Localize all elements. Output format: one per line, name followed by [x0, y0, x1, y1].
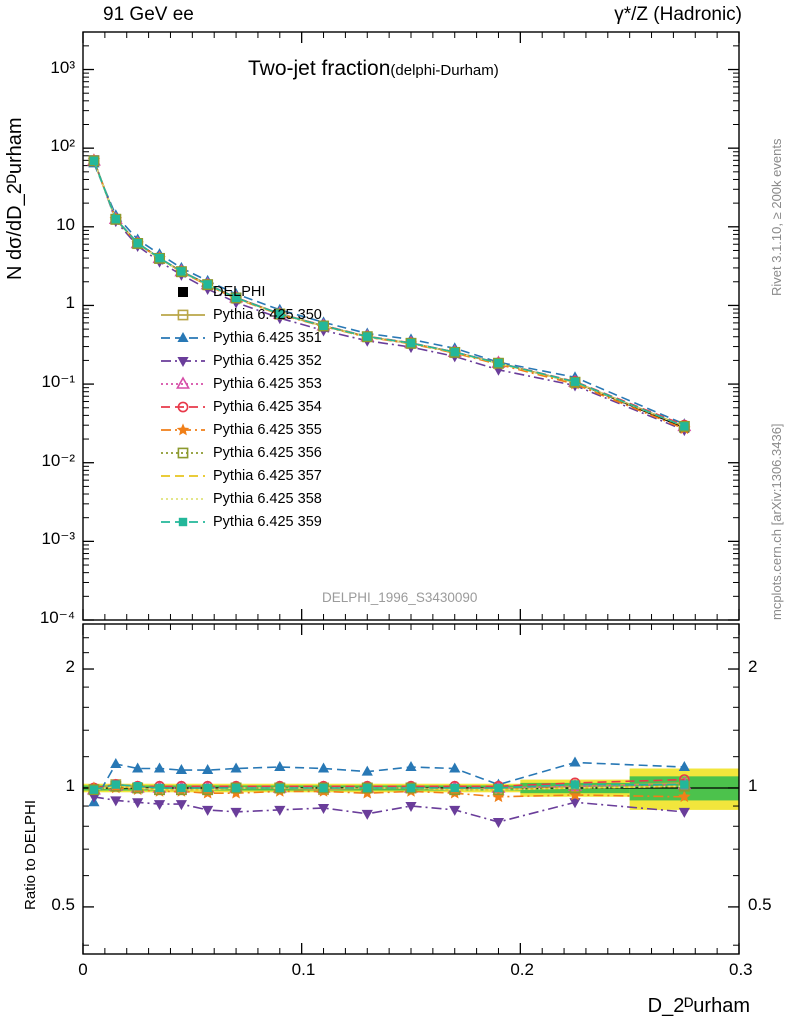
header-left: 91 GeV ee	[103, 4, 194, 25]
legend-swatch	[160, 374, 206, 394]
legend	[160, 280, 322, 533]
x-tick-label: 0	[78, 960, 88, 979]
ratio-y-tick-label: 1	[65, 775, 75, 795]
legend-swatch	[160, 397, 206, 417]
legend-swatch	[160, 420, 206, 440]
data-marker	[179, 517, 187, 525]
data-marker	[177, 332, 188, 342]
legend-item	[160, 487, 322, 510]
data-marker	[571, 378, 579, 386]
data-marker	[451, 348, 459, 356]
legend-item	[160, 464, 322, 487]
legend-item	[160, 441, 322, 464]
data-marker	[405, 761, 416, 771]
data-marker	[494, 784, 502, 792]
data-marker	[230, 763, 241, 773]
chart-title-suffix: (delphi-Durham)	[390, 62, 499, 79]
data-marker	[232, 784, 240, 792]
data-marker	[90, 157, 98, 165]
legend-swatch	[160, 512, 206, 532]
ratio-series-3	[88, 793, 690, 828]
data-marker	[451, 784, 459, 792]
legend-label: Pythia 6.425 351	[213, 329, 322, 346]
data-marker	[202, 806, 213, 816]
data-marker	[493, 818, 504, 828]
mcplots-label: mcplots.cern.ch [arXiv:1306.3436]	[769, 423, 784, 620]
data-marker	[176, 800, 187, 810]
legend-swatch	[160, 489, 206, 509]
ratio-y-tick-label: 0.5	[51, 894, 75, 914]
data-marker	[178, 287, 188, 297]
y-tick-label: 1	[65, 293, 75, 313]
data-marker	[177, 784, 185, 792]
y-tick-label: 10⁻⁴	[39, 608, 75, 627]
legend-label: Pythia 6.425 354	[213, 398, 322, 415]
data-marker	[155, 254, 163, 262]
legend-swatch	[160, 305, 206, 325]
legend-label: Pythia 6.425 352	[213, 352, 322, 369]
legend-label: Pythia 6.425 358	[213, 490, 322, 507]
data-marker	[318, 763, 329, 773]
data-marker	[679, 761, 690, 771]
y-tick-label: 10⁻²	[41, 450, 75, 470]
data-marker	[363, 784, 371, 792]
ratio-y-tick-label-right: 1	[748, 775, 758, 795]
x-tick-label: 0.2	[510, 960, 534, 979]
data-marker	[112, 780, 120, 788]
x-tick-label: 0.3	[729, 960, 753, 979]
legend-item	[160, 510, 322, 533]
y-tick-label: 10²	[50, 136, 75, 156]
data-marker	[569, 756, 580, 766]
dataset-watermark: DELPHI_1996_S3430090	[322, 590, 478, 605]
legend-swatch	[160, 351, 206, 371]
legend-label: Pythia 6.425 355	[213, 421, 322, 438]
legend-label: Pythia 6.425 356	[213, 444, 322, 461]
legend-label: Pythia 6.425 357	[213, 467, 322, 484]
data-marker	[177, 267, 185, 275]
data-marker	[230, 808, 241, 818]
data-marker	[276, 784, 284, 792]
data-marker	[679, 808, 690, 818]
legend-item	[160, 326, 322, 349]
x-tick-label: 0.1	[291, 960, 316, 979]
legend-swatch	[160, 282, 206, 302]
ratio-y-tick-label-right: 2	[748, 657, 758, 677]
data-marker	[177, 378, 188, 388]
legend-swatch	[160, 443, 206, 463]
data-marker	[155, 784, 163, 792]
data-marker	[407, 784, 415, 792]
data-marker	[680, 780, 688, 788]
y-tick-label: 10⁻¹	[41, 372, 75, 392]
legend-item	[160, 418, 322, 441]
data-marker	[177, 423, 190, 435]
legend-item	[160, 349, 322, 372]
legend-item	[160, 280, 322, 303]
data-marker	[177, 357, 188, 367]
legend-label: Pythia 6.425 353	[213, 375, 322, 392]
legend-item	[160, 303, 322, 326]
data-marker	[274, 761, 285, 771]
y-tick-label: 10⁻³	[41, 529, 75, 549]
data-marker	[274, 806, 285, 816]
data-marker	[202, 764, 213, 774]
data-marker	[680, 422, 688, 430]
data-marker	[203, 784, 211, 792]
data-marker	[363, 332, 371, 340]
legend-item	[160, 372, 322, 395]
data-marker	[449, 763, 460, 773]
legend-item	[160, 395, 322, 418]
legend-swatch	[160, 328, 206, 348]
data-marker	[110, 758, 121, 768]
y-tick-label: 10³	[50, 57, 75, 77]
data-marker	[112, 215, 120, 223]
data-marker	[362, 810, 373, 820]
ratio-y-tick-label: 2	[65, 657, 75, 677]
y-axis-label-text: N dσ/dD_2ᴰurham	[4, 117, 26, 280]
data-marker	[494, 359, 502, 367]
data-marker	[407, 339, 415, 347]
data-marker	[319, 784, 327, 792]
rivet-label: Rivet 3.1.10, ≥ 200k events	[769, 138, 784, 296]
data-marker	[571, 780, 579, 788]
x-axis-label-text: D_2ᴰurham	[647, 995, 750, 1017]
legend-swatch	[160, 466, 206, 486]
ratio-y-tick-label-right: 0.5	[748, 894, 772, 914]
ratio-y-axis-label-text: Ratio to DELPHI	[22, 799, 39, 910]
data-marker	[154, 763, 165, 773]
y-tick-label: 10	[56, 214, 75, 234]
header-right: γ*/Z (Hadronic)	[614, 4, 742, 25]
legend-label: Pythia 6.425 359	[213, 513, 322, 530]
data-marker	[133, 239, 141, 247]
data-marker	[133, 782, 141, 790]
chart-title-text: Two-jet fraction	[248, 57, 391, 80]
data-marker	[90, 785, 98, 793]
data-marker	[154, 800, 165, 810]
legend-label: DELPHI	[213, 283, 266, 300]
legend-label: Pythia 6.425 350	[213, 306, 322, 323]
